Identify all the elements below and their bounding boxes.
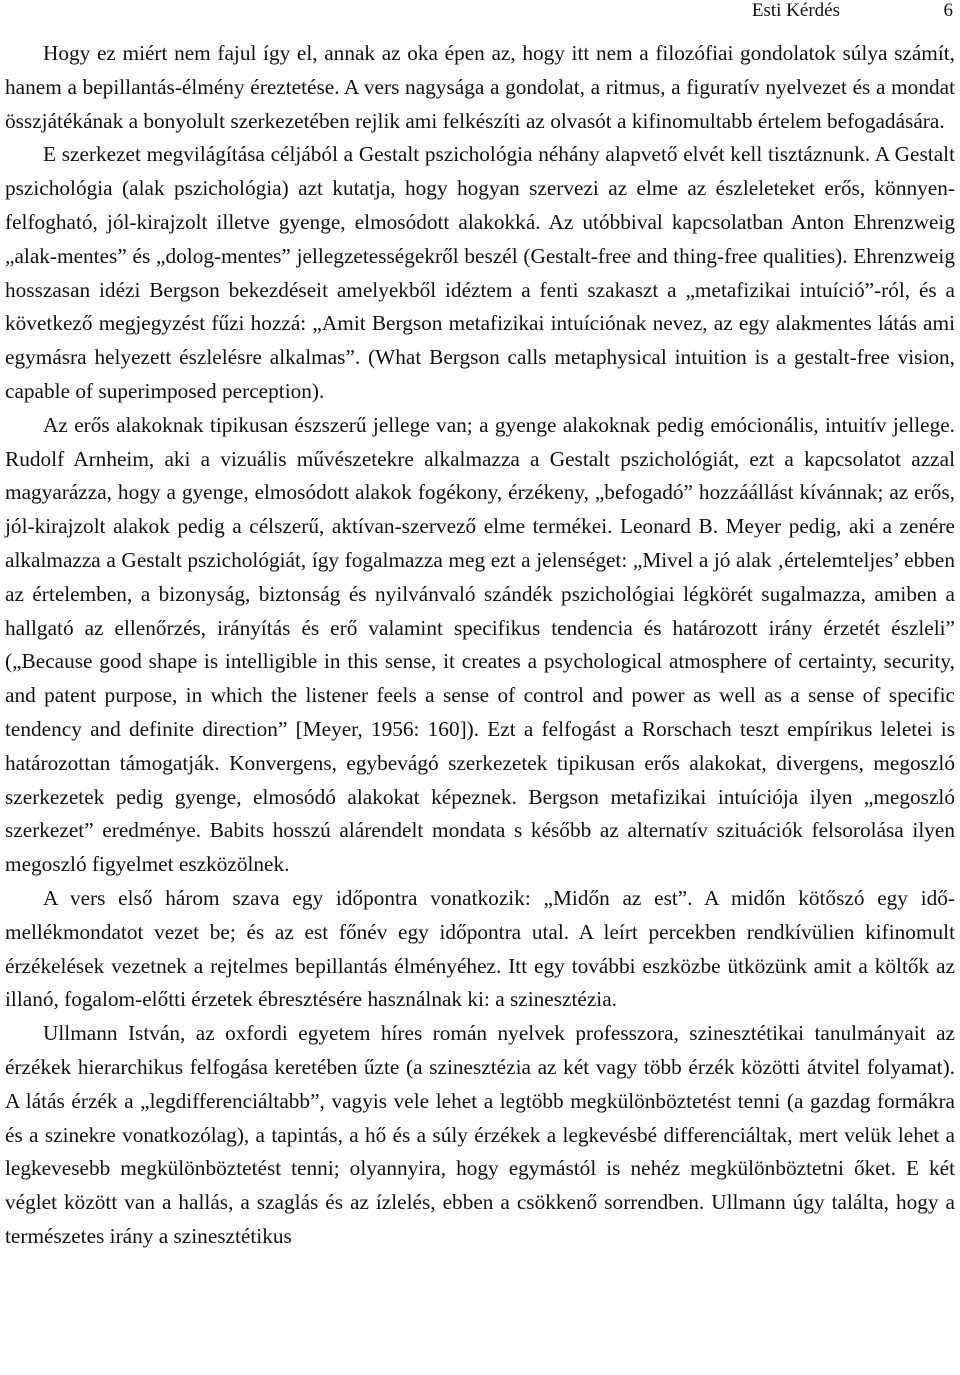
paragraph: Az erős alakoknak tipikusan észszerű jellege van; a gyenge alakoknak pedig emócionális, intuitív jellege. Rudolf Arnheim, aki a vizuális művészetekre alkalmazza a Gestalt pszichológiát, ezt a kapcsolatot azzal magyarázza, hogy a gyenge, elmosódott alakok fogékony, érzékeny, „befogadó” hozzáállást kívánnak; az erős, jól-kirajzolt alakok pedig a célszerű, aktívan-szervező elme termékei. Leonard B. Meyer pedig, aki a zenére alkalmazza a Gestalt pszichológiát, így fogalmazza meg ezt a jelenséget: „Mivel a jó alak ‚értelemteljes’ ebben az értelemben, a bizonyság, biztonság és nyilvánvaló szándék pszichológiai légkörét sugalmazza, amiben a hallgató az ellenőrzés, irányítás és erő valamint specifikus tendencia és határozott irány érzetét észleli” („Because good shape is intelligible in this sense, it creates a psychological atmosphere of certainty, security, and patent purpose, in which the listener feels a sense of control and power as well as a sense of specific tendency and definite direction” [Meyer, 1956: 160]). Ezt a felfogást a Rorschach teszt empírikus leletei is határozottan támogatják. Konvergens, egybevágó szerkezetek tipikusan erős alakokat, divergens, megoszló szerkezetek pedig gyenge, elmosódó alakokat képeznek. Bergson metafizikai intuíciója ilyen „megoszló szerkezet” eredménye. Babits hosszú alárendelt mondata s később az alternatív szituációk felsorolása ilyen megoszló figyelmet eszközölnek.: [5, 412, 955, 877]
body-text: [5, 37, 955, 1254]
paragraph: Hogy ez miért nem fajul így el, annak az oka épen az, hogy itt nem a filozófiai gondolatok súlya számít, hanem a bepillantás-élmény éreztetése. A vers nagysága a gondolat, a ritmus, a figuratív nyelvezet és a mondat összjátékának a bonyolult szerkezetében rejlik ami felkészíti az olvasót a kifinomultabb értelem befogadására.: [5, 41, 955, 133]
paragraph: E szerkezet megvilágítása céljából a Gestalt pszichológia néhány alapvető elvét kell tisztáznunk. A Gestalt pszichológia (alak pszichológia) azt kutatja, hogy hogyan szervezi az elme az észleleteket erős, könnyen-felfogható, jól-kirajzolt illetve gyenge, elmosódott alakokká. Az utóbbival kapcsolatban Anton Ehrenzweig „alak-mentes” és „dolog-mentes” jellegzetességekről beszél (Gestalt-free and thing-free qualities). Ehrenzweig hosszasan idézi Bergson bekezdéseit amelyekből idéztem a fenti szakaszt a „metafizikai intuíció”-ról, és a következő megjegyzést fűzi hozzá: „Amit Bergson metafizikai intuíciónak nevez, az egy alakmentes látás ami egymásra helyezett észlelésre alkalmas”. (What Bergson calls metaphysical intuition is a gestalt-free vision, capable of superimposed perception).: [5, 142, 955, 403]
running-header: [0, 0, 960, 30]
paragraph: Ullmann István, az oxfordi egyetem híres román nyelvek professzora, szinesztétikai tanulmányait az érzékek hierarchikus felfogása keretében űzte (a szinesztézia az két vagy több érzék közötti átvitel folyamat). A látás érzék a „legdifferenciáltabb”, vagyis vele lehet a legtöbb megkülönböztetést tenni (a gazdag formákra és a szinekre vonatkozólag), a tapintás, a hő és a súly érzékek a legkevésbé differenciáltak, mert velük lehet a legkevesebb megkülönböztetést tenni; olyannyira, hogy egymástól is nehéz megkülönböztetni őket. E két véglet között van a hallás, a szaglás és az ízlelés, ebben a csökkenő sorrendben. Ullmann úgy találta, hogy a természetes irány a szinesztétikus: [5, 1021, 955, 1248]
page-number: 6: [943, 0, 953, 21]
header-title: Esti Kérdés: [751, 0, 840, 21]
paragraph: A vers első három szava egy időpontra vonatkozik: „Midőn az est”. A midőn kötőszó egy idő-mellékmondatot vezet be; és az est főnév egy időpontra utal. A leírt percekben rendkívülien kifinomult érzékelések vezetnek a rejtelmes bepillantás élményéhez. Itt egy további eszközbe ütközünk amit a költők az illanó, fogalom-előtti érzetek ébresztésére használnak ki: a szinesztézia.: [5, 885, 955, 1012]
